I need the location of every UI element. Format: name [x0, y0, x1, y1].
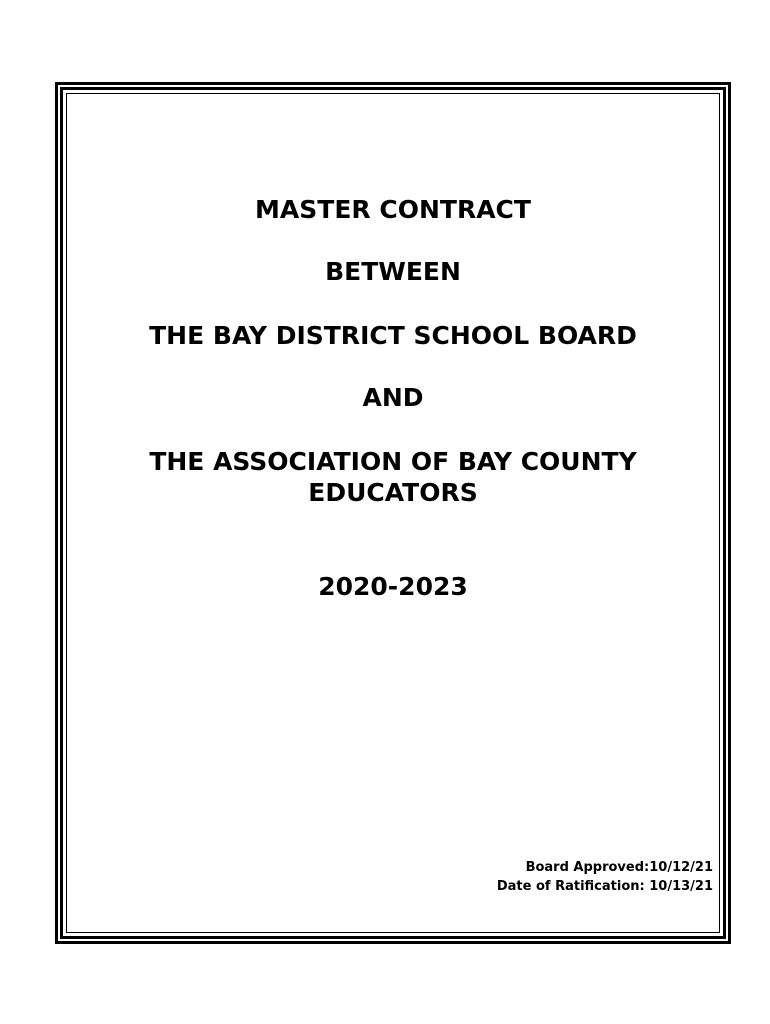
- title-master-contract: MASTER CONTRACT: [255, 195, 531, 224]
- title-and: AND: [362, 383, 424, 412]
- title-contract-years: 2020-2023: [318, 572, 468, 601]
- title-association: THE ASSOCIATION OF BAY COUNTY: [149, 447, 637, 476]
- approval-footer: [497, 858, 713, 896]
- title-school-board: THE BAY DISTRICT SCHOOL BOARD: [149, 321, 637, 350]
- board-approved-date: Board Approved:10/12/21: [525, 860, 713, 875]
- title-between: BETWEEN: [325, 257, 461, 286]
- title-educators: EDUCATORS: [308, 478, 478, 507]
- ratification-date: Date of Ratification: 10/13/21: [496, 879, 713, 894]
